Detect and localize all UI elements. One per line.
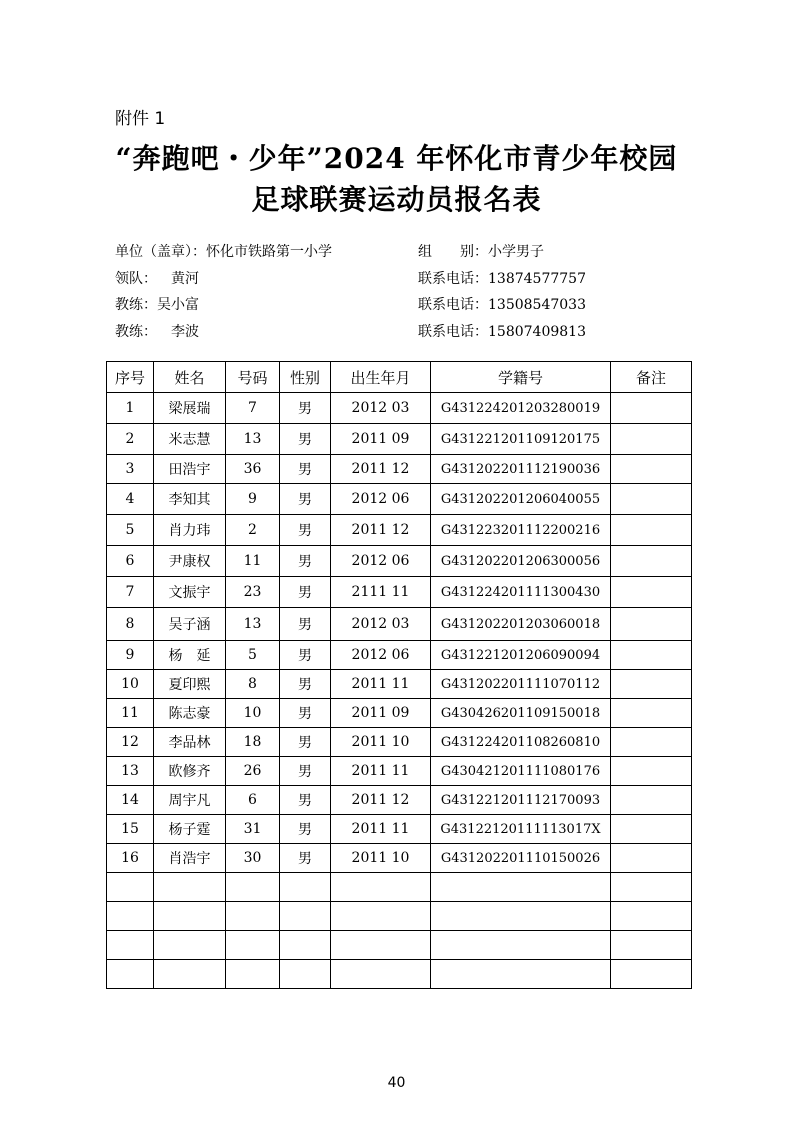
cell-index [107, 960, 154, 989]
cell-number: 26 [226, 757, 280, 786]
leader-label: 领队： [115, 271, 157, 287]
leader-phone-info [418, 268, 586, 288]
cell-name: 文振宇 [154, 577, 226, 608]
group-info [418, 241, 544, 261]
cell-index: 10 [107, 670, 154, 699]
cell-name: 尹康权 [154, 546, 226, 577]
cell-number: 8 [226, 670, 280, 699]
cell-gender: 男 [280, 577, 331, 608]
cell-index: 13 [107, 757, 154, 786]
header-birth: 出生年月 [331, 362, 431, 393]
cell-gender: 男 [280, 484, 331, 515]
cell-number: 9 [226, 484, 280, 515]
cell-number: 10 [226, 699, 280, 728]
cell-remark [611, 546, 692, 577]
cell-name: 田浩宇 [154, 455, 226, 484]
cell-name: 米志慧 [154, 424, 226, 455]
cell-gender: 男 [280, 608, 331, 641]
table-row [107, 641, 692, 670]
cell-gender [280, 902, 331, 931]
header-gender: 性别 [280, 362, 331, 393]
cell-student-id: G431224201111300430 [431, 577, 611, 608]
cell-index: 11 [107, 699, 154, 728]
coach2-value: 李波 [171, 324, 199, 340]
title-line-1: “奔跑吧・少年”2024 年怀化市青少年校园 [115, 142, 678, 175]
cell-remark [611, 455, 692, 484]
cell-gender: 男 [280, 424, 331, 455]
cell-name: 梁展瑞 [154, 393, 226, 424]
cell-gender: 男 [280, 844, 331, 873]
cell-student-id [431, 873, 611, 902]
cell-birth: 2011 09 [331, 424, 431, 455]
cell-index: 9 [107, 641, 154, 670]
cell-student-id: G431202201110150026 [431, 844, 611, 873]
cell-gender: 男 [280, 786, 331, 815]
cell-name [154, 902, 226, 931]
cell-student-id: G431202201112190036 [431, 455, 611, 484]
cell-number: 23 [226, 577, 280, 608]
cell-remark [611, 577, 692, 608]
cell-birth: 2011 11 [331, 670, 431, 699]
cell-birth: 2012 06 [331, 546, 431, 577]
coach2-label: 教练： [115, 324, 157, 340]
header-remark: 备注 [611, 362, 692, 393]
cell-remark [611, 424, 692, 455]
cell-student-id: G431224201203280019 [431, 393, 611, 424]
cell-number [226, 931, 280, 960]
cell-student-id: G431221201109120175 [431, 424, 611, 455]
cell-student-id [431, 960, 611, 989]
cell-birth: 2011 10 [331, 728, 431, 757]
cell-birth [331, 902, 431, 931]
coach1-label: 教练： [115, 297, 157, 313]
cell-gender: 男 [280, 728, 331, 757]
cell-index [107, 902, 154, 931]
coach2-phone-info [418, 321, 586, 341]
cell-name: 肖力玮 [154, 515, 226, 546]
leader-phone-label: 联系电话： [418, 271, 488, 287]
coach2-phone-label: 联系电话： [418, 324, 488, 340]
cell-remark [611, 786, 692, 815]
table-row [107, 844, 692, 873]
cell-student-id: G431221201206090094 [431, 641, 611, 670]
header-student-id: 学籍号 [431, 362, 611, 393]
cell-birth: 2011 11 [331, 815, 431, 844]
cell-birth: 2011 12 [331, 515, 431, 546]
cell-remark [611, 699, 692, 728]
coach1-value: 吴小富 [157, 297, 199, 313]
cell-index: 8 [107, 608, 154, 641]
cell-remark [611, 844, 692, 873]
title-line-2: 足球联赛运动员报名表 [251, 183, 542, 216]
cell-number: 7 [226, 393, 280, 424]
table-row [107, 546, 692, 577]
unit-label: 单位（盖章）： [115, 244, 206, 260]
page-number: 40 [387, 1075, 406, 1091]
cell-gender [280, 960, 331, 989]
table-row [107, 699, 692, 728]
attachment-label: 附件 1 [115, 109, 166, 129]
cell-index [107, 873, 154, 902]
cell-gender: 男 [280, 546, 331, 577]
cell-number: 18 [226, 728, 280, 757]
table-header-row [107, 362, 692, 393]
cell-student-id: G430421201111080176 [431, 757, 611, 786]
cell-birth: 2011 12 [331, 455, 431, 484]
cell-birth: 2012 03 [331, 393, 431, 424]
cell-remark [611, 608, 692, 641]
cell-number [226, 902, 280, 931]
cell-number: 13 [226, 608, 280, 641]
cell-remark [611, 815, 692, 844]
cell-number: 31 [226, 815, 280, 844]
table-row [107, 515, 692, 546]
cell-gender [280, 931, 331, 960]
cell-remark [611, 757, 692, 786]
leader-info [115, 268, 199, 288]
header-name: 姓名 [154, 362, 226, 393]
leader-phone: 13874577757 [488, 271, 586, 287]
cell-birth: 2012 03 [331, 608, 431, 641]
table-row [107, 931, 692, 960]
cell-gender: 男 [280, 699, 331, 728]
table-row [107, 815, 692, 844]
table-row [107, 577, 692, 608]
cell-name: 夏印熙 [154, 670, 226, 699]
cell-name [154, 960, 226, 989]
table-row [107, 757, 692, 786]
table-row [107, 424, 692, 455]
group-value: 小学男子 [488, 244, 544, 260]
cell-student-id: G431202201206300056 [431, 546, 611, 577]
cell-gender: 男 [280, 757, 331, 786]
cell-birth: 2011 09 [331, 699, 431, 728]
cell-student-id: G431223201112200216 [431, 515, 611, 546]
cell-birth [331, 931, 431, 960]
table-row [107, 393, 692, 424]
cell-birth: 2011 11 [331, 757, 431, 786]
cell-student-id: G431224201108260810 [431, 728, 611, 757]
cell-number: 5 [226, 641, 280, 670]
cell-remark [611, 393, 692, 424]
unit-value: 怀化市铁路第一小学 [206, 244, 332, 260]
cell-remark [611, 873, 692, 902]
table-row [107, 608, 692, 641]
cell-gender: 男 [280, 641, 331, 670]
coach1-phone: 13508547033 [488, 297, 586, 313]
cell-name: 李知其 [154, 484, 226, 515]
cell-name: 欧修齐 [154, 757, 226, 786]
roster-body [107, 393, 692, 989]
cell-gender: 男 [280, 393, 331, 424]
cell-student-id: G431202201206040055 [431, 484, 611, 515]
coach1-phone-info [418, 294, 586, 314]
coach2-info [115, 321, 199, 341]
cell-index: 7 [107, 577, 154, 608]
cell-index: 16 [107, 844, 154, 873]
roster-table [106, 361, 692, 989]
table-row [107, 902, 692, 931]
cell-student-id: G431202201203060018 [431, 608, 611, 641]
cell-number: 36 [226, 455, 280, 484]
cell-remark [611, 515, 692, 546]
coach1-info [115, 294, 199, 314]
cell-index: 2 [107, 424, 154, 455]
cell-birth: 2011 10 [331, 844, 431, 873]
cell-birth: 2111 11 [331, 577, 431, 608]
cell-birth [331, 873, 431, 902]
cell-number: 30 [226, 844, 280, 873]
cell-name: 杨子霆 [154, 815, 226, 844]
cell-number: 2 [226, 515, 280, 546]
cell-index: 12 [107, 728, 154, 757]
leader-value: 黄河 [171, 271, 199, 287]
cell-number: 11 [226, 546, 280, 577]
cell-remark [611, 484, 692, 515]
table-row [107, 786, 692, 815]
cell-gender: 男 [280, 515, 331, 546]
table-row [107, 873, 692, 902]
cell-gender: 男 [280, 455, 331, 484]
cell-name: 杨 延 [154, 641, 226, 670]
table-row [107, 455, 692, 484]
cell-index: 15 [107, 815, 154, 844]
cell-remark [611, 728, 692, 757]
cell-index: 5 [107, 515, 154, 546]
cell-birth: 2011 12 [331, 786, 431, 815]
cell-index: 14 [107, 786, 154, 815]
cell-name: 吴子涵 [154, 608, 226, 641]
cell-index [107, 931, 154, 960]
cell-name [154, 873, 226, 902]
cell-name: 肖浩宇 [154, 844, 226, 873]
cell-index: 6 [107, 546, 154, 577]
cell-student-id [431, 902, 611, 931]
cell-index: 4 [107, 484, 154, 515]
coach1-phone-label: 联系电话： [418, 297, 488, 313]
table-row [107, 728, 692, 757]
cell-number [226, 873, 280, 902]
header-index: 序号 [107, 362, 154, 393]
cell-number: 6 [226, 786, 280, 815]
cell-birth: 2012 06 [331, 641, 431, 670]
cell-number [226, 960, 280, 989]
cell-student-id: G431221201112170093 [431, 786, 611, 815]
cell-remark [611, 670, 692, 699]
table-row [107, 670, 692, 699]
unit-info [115, 241, 332, 261]
cell-gender: 男 [280, 670, 331, 699]
cell-remark [611, 931, 692, 960]
cell-name [154, 931, 226, 960]
coach2-phone: 15807409813 [488, 324, 586, 340]
cell-name: 周宇凡 [154, 786, 226, 815]
cell-student-id: G430426201109150018 [431, 699, 611, 728]
cell-student-id [431, 931, 611, 960]
cell-remark [611, 960, 692, 989]
cell-student-id: G431202201111070112 [431, 670, 611, 699]
cell-name: 陈志豪 [154, 699, 226, 728]
table-row [107, 484, 692, 515]
cell-gender [280, 873, 331, 902]
cell-index: 1 [107, 393, 154, 424]
group-label: 组 别： [418, 244, 488, 260]
cell-name: 李品林 [154, 728, 226, 757]
table-row [107, 960, 692, 989]
cell-birth: 2012 06 [331, 484, 431, 515]
cell-index: 3 [107, 455, 154, 484]
cell-student-id: G43122120111113017X [431, 815, 611, 844]
cell-number: 13 [226, 424, 280, 455]
cell-gender: 男 [280, 815, 331, 844]
header-number: 号码 [226, 362, 280, 393]
cell-remark [611, 641, 692, 670]
cell-remark [611, 902, 692, 931]
cell-birth [331, 960, 431, 989]
